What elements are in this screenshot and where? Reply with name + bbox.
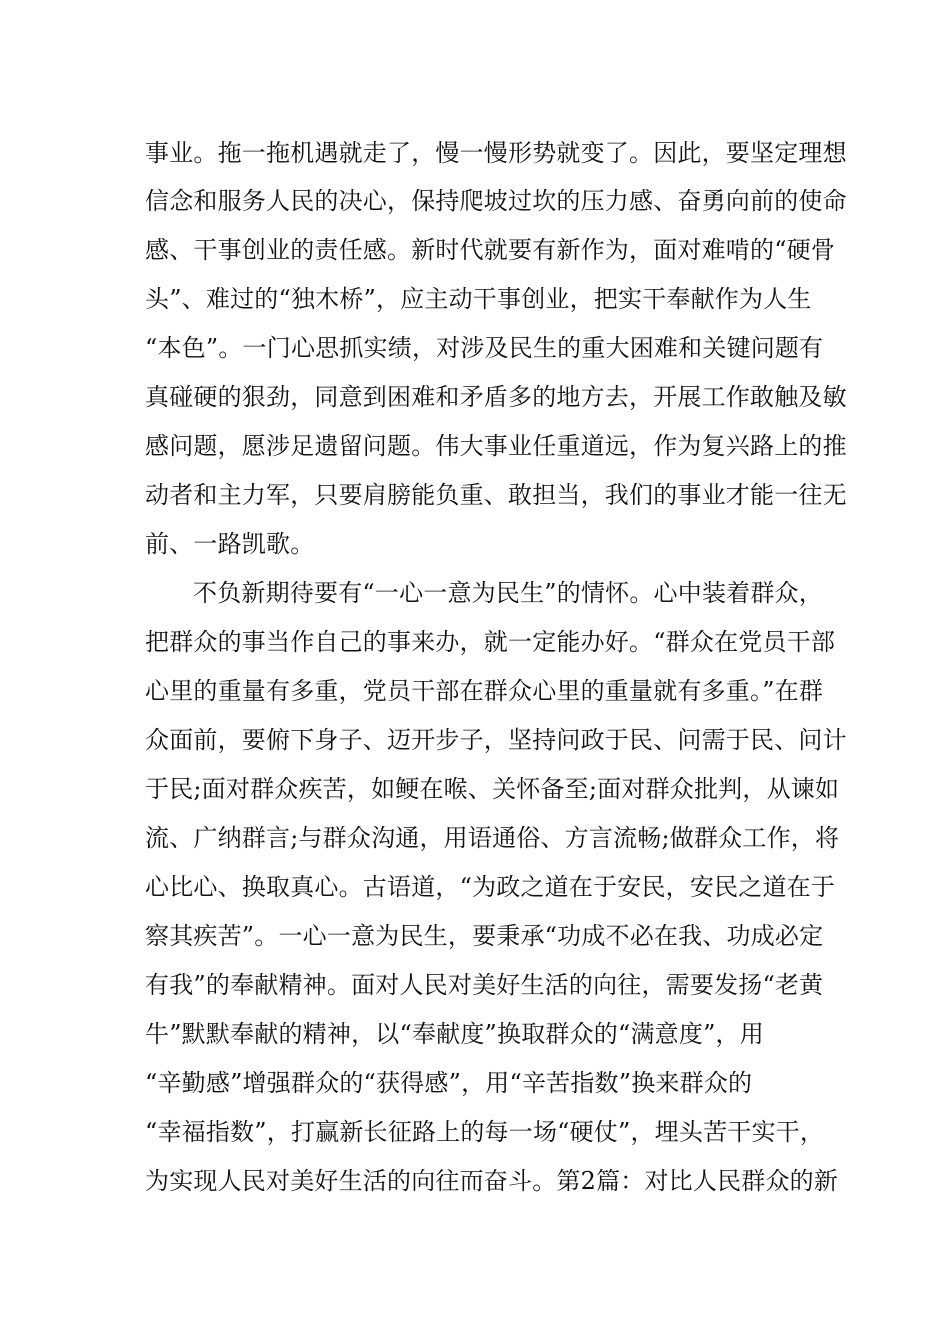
text-line: 动者和主力军，只要肩膀能负重、敢担当，我们的事业才能一往无	[145, 481, 847, 509]
text-line: 把群众的事当作自己的事来办，就一定能办好。“群众在党员干部	[145, 628, 836, 656]
text-line: 牛”默默奉献的精神，以“奉献度”换取群众的“满意度”，用	[145, 1020, 764, 1048]
text-line: 真碰硬的狠劲，同意到困难和矛盾多的地方去，开展工作敢触及敏	[145, 383, 847, 411]
text-line: “辛勤感”增强群众的“获得感”，用“辛苦指数”换来群众的	[145, 1069, 753, 1097]
text-line: 感、干事创业的责任感。新时代就要有新作为，面对难啃的“硬骨	[145, 236, 836, 264]
text-line: 感问题，愿涉足遗留问题。伟大事业任重道远，作为复兴路上的推	[145, 432, 847, 460]
text-line: 心里的重量有多重，党员干部在群众心里的重量就有多重。”在群	[145, 677, 824, 705]
text-line: 有我”的奉献精神。面对人民对美好生活的向往，需要发扬“老黄	[145, 971, 824, 999]
text-line: 前、一路凯歌。	[145, 530, 315, 558]
text-line: “幸福指数”，打赢新长征路上的每一场“硬仗”，埋头苦干实干，	[145, 1118, 825, 1146]
text-line: 头”、难过的“独木桥”，应主动干事创业，把实干奉献作为人生	[145, 285, 812, 313]
text-line: 察其疾苦”。一心一意为民生，要秉承“功成不必在我、功成必定	[145, 922, 824, 950]
text-line: 事业。拖一拖机遇就走了，慢一慢形势就变了。因此，要坚定理想	[145, 139, 847, 167]
text-line: 于民;面对群众疾苦，如鲠在喉、关怀备至;面对群众批判，从谏如	[145, 775, 840, 803]
text-line: 为实现人民对美好生活的向往而奋斗。第2篇：对比人民群众的新	[145, 1167, 839, 1195]
paragraph-first-line: 不负新期待要有“一心一意为民生”的情怀。心中装着群众，	[193, 579, 823, 607]
text-line: 信念和服务人民的决心，保持爬坡过坎的压力感、奋勇向前的使命	[145, 187, 847, 215]
text-line: 流、广纳群言;与群众沟通，用语通俗、方言流畅;做群众工作，将	[145, 824, 840, 852]
text-line: 心比心、换取真心。古语道，“为政之道在于安民，安民之道在于	[145, 873, 836, 901]
text-line: “本色”。一门心思抓实绩，对涉及民生的重大困难和关键问题有	[145, 334, 824, 362]
text-line: 众面前，要俯下身子、迈开步子，坚持问政于民、问需于民、问计	[145, 726, 847, 754]
